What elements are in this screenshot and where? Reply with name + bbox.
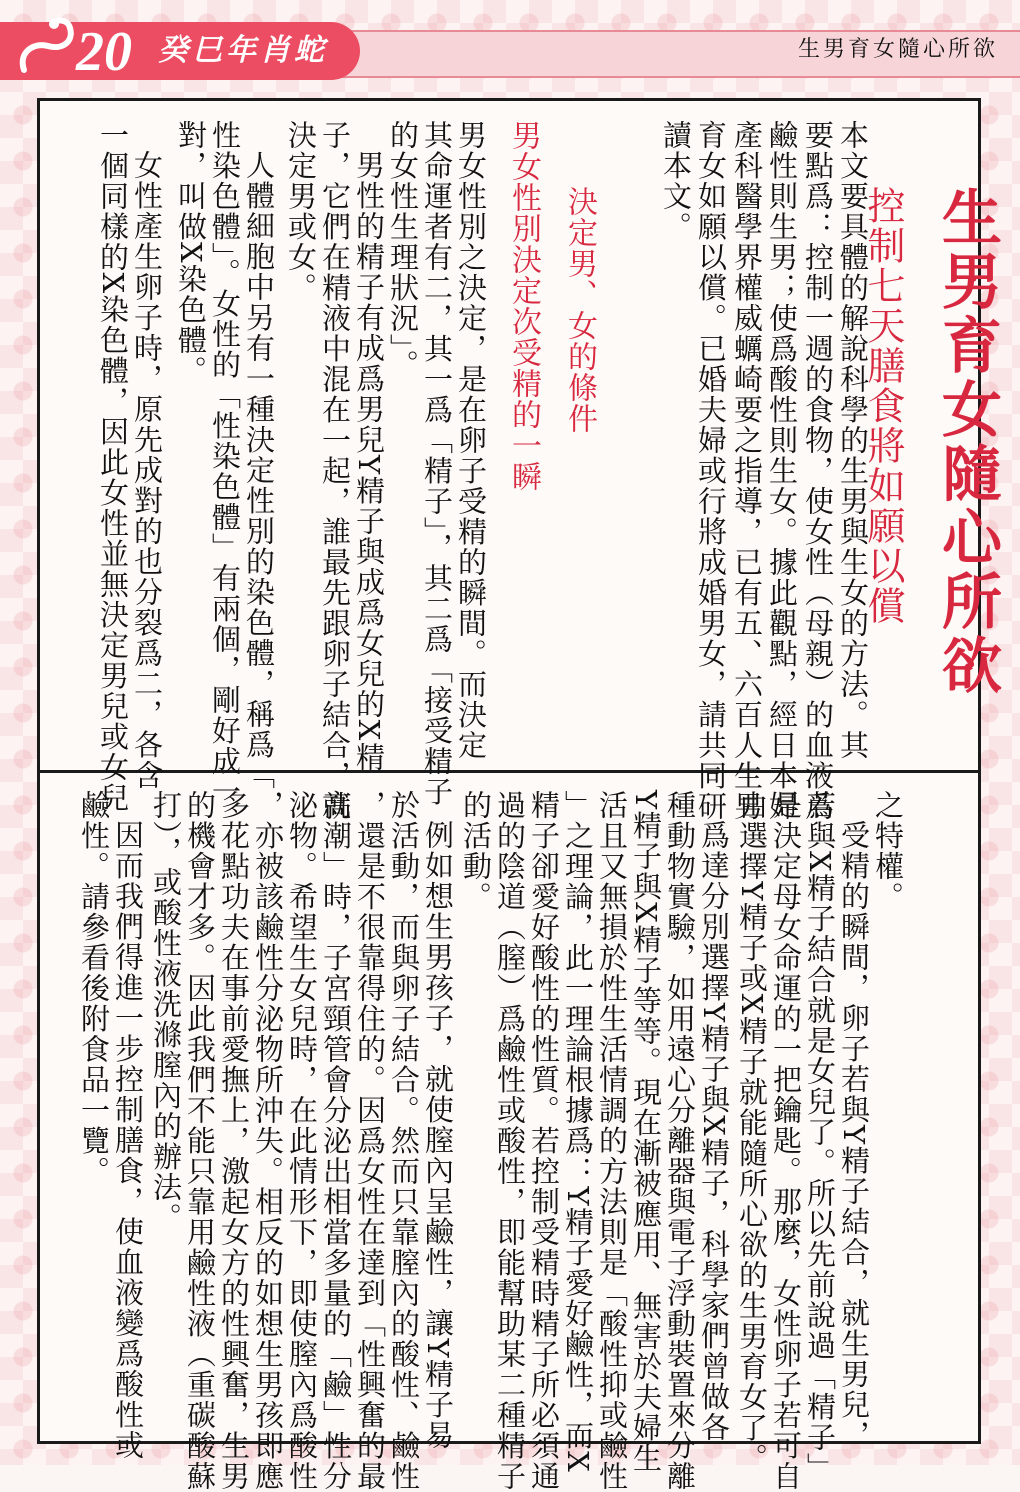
year-badge <box>0 21 360 83</box>
running-title: 生男育女隨心所欲 <box>797 37 998 62</box>
text-line: ，還是不很靠得住的。因爲女性在達到「性興奮的最 <box>353 790 387 1492</box>
text-line: 性染色體」。女性的「性染色體」有兩個，剛好成一 <box>208 120 242 807</box>
section-divider <box>37 770 981 773</box>
text-line: ，亦被該鹼性分泌物所沖失。相反的如想生男孩即應 <box>251 790 285 1492</box>
text-line: 產科醫學界權威蠣崎要之指導，已有五、六百人生男 <box>730 120 764 822</box>
text-line: 爲達分別選擇Y精子與X精子，科學家們曾做各 <box>697 820 731 1443</box>
text-line: 若與X精子結合就是女兒了。所以先前說過「精子」 <box>803 790 837 1484</box>
text-line: 因而我們得進一步控制膳食，使血液變爲酸性或 <box>111 820 145 1461</box>
text-line: 過的陰道（膣）爲鹼性或酸性，即能幫助某二種精子 <box>493 790 527 1492</box>
year-label: 癸巳年肖蛇 <box>158 33 328 68</box>
text-line: 要點爲：控制一週的食物，使女性（母親）的血液爲 <box>801 120 835 822</box>
text-line: 活且又無損於性生活情調的方法則是「酸性抑或鹼性 <box>595 790 629 1492</box>
text-line: 種動物實驗，如用遠心分離器與電子浮動裝置來分離 <box>663 790 697 1492</box>
text-line: 的機會才多。因此我們不能只靠用鹼性液（重碳酸蘇 <box>183 790 217 1492</box>
text-line: 鹼性則生男；使爲酸性則生女。據此觀點，經日本婦 <box>765 120 799 822</box>
article-title: 生男育女隨心所欲 <box>932 186 1002 698</box>
page-header <box>0 21 1020 83</box>
text-line: 於活動，而與卵子結合。然而只靠膣內的酸性、鹼性 <box>387 790 421 1492</box>
subsection-heading: 男女性別決定次受精的一瞬 <box>506 120 541 492</box>
text-line: 讀本文。 <box>659 120 693 242</box>
text-line: 決定男或女。 <box>284 120 318 303</box>
text-line: 對，叫做X染色體。 <box>174 120 208 387</box>
text-line: 本文要具體的解說科學的生男與生女的方法。其 <box>836 120 870 761</box>
article-subtitle: 控制七天膳食將如願以償 <box>861 186 905 626</box>
text-line: 子，它們在精液中混在一起，誰最先跟卵子結合，就 <box>318 120 352 822</box>
snake-icon <box>14 12 84 82</box>
text-line: 例如想生男孩子，就使膣內呈鹼性，讓Y精子易 <box>421 820 455 1451</box>
text-line: 育女如願以償。已婚夫婦或行將成婚男女，請共同研 <box>694 120 728 822</box>
text-line: 的活動。 <box>459 790 493 912</box>
text-line: 鹼性。請參看後附食品一覽。 <box>77 790 111 1187</box>
text-line: 」之理論，此一理論根據爲：Y精子愛好鹼性，而X <box>561 790 595 1474</box>
text-line: 男女性別之決定，是在卵子受精的瞬間。而決定 <box>454 120 488 761</box>
text-line: 的女性生理狀況」。 <box>386 120 420 380</box>
text-line: 其命運者有二，其一爲「精子」，其二爲「接受精子 <box>420 120 454 807</box>
text-line: 打），或酸性液洗滌膣內的辦法。 <box>149 790 183 1233</box>
issue-number: 20 <box>76 21 132 83</box>
text-line: 之特權。 <box>871 790 905 912</box>
text-line: 精子卻愛好酸性的性質。若控制受精時精子所必須通 <box>527 790 561 1492</box>
text-line: 多花點功夫在事前愛撫上，激起女方的性興奮，生男 <box>217 790 251 1492</box>
text-line: 女性產生卵子時，原先成對的也分裂爲二，各含 <box>130 150 164 791</box>
text-line: 受精的瞬間，卵子若與Y精子結合，就生男兒， <box>837 820 871 1451</box>
text-line: Y精子與X精子等等。現在漸被應用、無害於夫婦生 <box>629 790 663 1474</box>
text-line: 人體細胞中另有一種決定性別的染色體，稱爲「 <box>242 150 276 791</box>
text-line: 泌物。希望生女兒時，在此情形下，即使膣內爲酸性 <box>285 790 319 1492</box>
text-line: 高潮」時，子宮頸管會分泌出相當多量的「鹼」性分 <box>319 790 353 1492</box>
text-line: 是決定母女命運的一把鑰匙。那麼，女性卵子若可自 <box>769 790 803 1492</box>
text-line: 男性的精子有成爲男兒Y精子與成爲女兒的X精 <box>352 150 386 773</box>
text-line: 由選擇Y精子或X精子就能隨所心欲的生男育女了。 <box>735 790 769 1474</box>
section-heading: 決定男、女的條件 <box>562 186 597 434</box>
text-line: 一個同樣的X染色體，因此女性並無決定男兒或女兒 <box>96 120 130 814</box>
